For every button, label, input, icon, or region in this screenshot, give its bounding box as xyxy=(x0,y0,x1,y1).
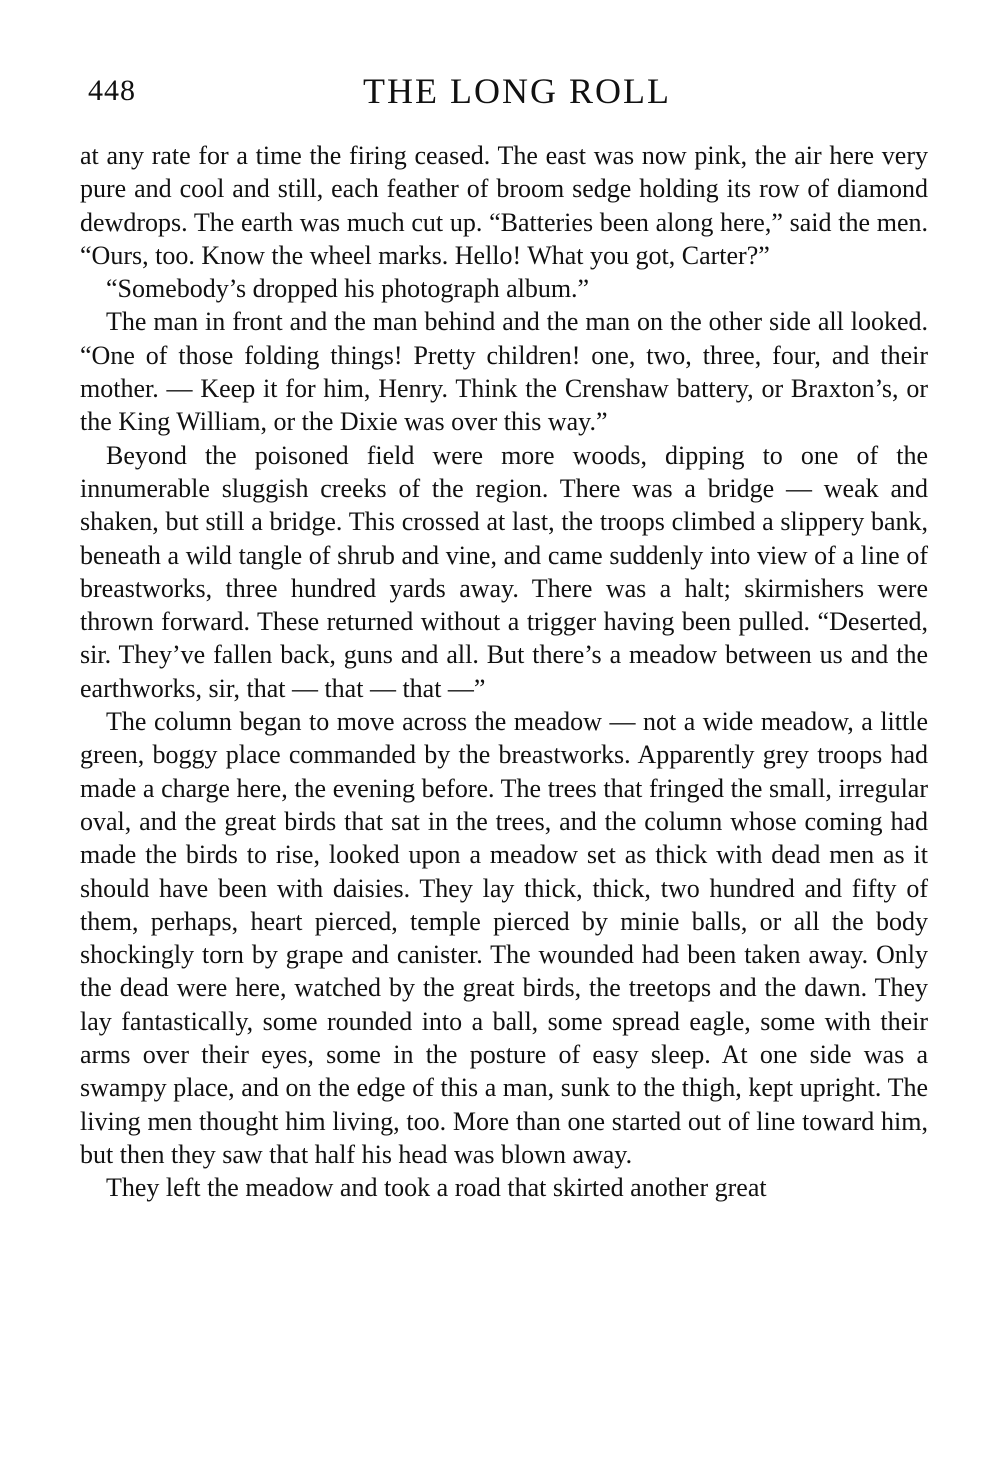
page-number: 448 xyxy=(88,74,136,107)
paragraph: They left the meadow and took a road that skirted another great xyxy=(106,1173,767,1203)
paragraph: at any rate for a time the firing ceased. The east was now pink, the air here very pure and cool and still, each feather of broom sedge holding its row of diamond dewdrops. The earth was much cut up. “Batteries been along here,” said the men. “Ours, too. Know the wheel marks. Hello! What you got, Carter?” xyxy=(80,141,928,270)
paragraph: The man in front and the man behind and the man on the other side all looked. “One of those folding things! Pretty children! one, two, three, four, and their mother. — Keep it for him, Henry. Think the Crenshaw battery, or Braxton’s, or the King William, or the Dixie was over this way.” xyxy=(80,307,928,437)
running-title: THE LONG ROLL xyxy=(363,71,671,111)
paragraph: The column began to move across the meadow — not a wide meadow, a little green, boggy place commanded by the breastworks. Apparently grey troops had made a charge here, the evening before. The trees that fringed the small, irregular oval, and the great birds that sat in the trees, and the column whose coming had made the birds to rise, looked upon a meadow set as thick with dead men as it should have been with daisies. They lay thick, thick, two hundred and fifty of them, perhaps, heart pierced, temple pierced by minie balls, or all the body shockingly torn by grape and canister. The wounded had been taken away. Only the dead were here, watched by the great birds, the treetops and the dawn. They lay fantastically, some rounded into a ball, some spread eagle, some with their arms over their eyes, some in the posture of easy sleep. At one side was a swampy place, and on the edge of this a man, sunk to the thigh, kept upright. The living men thought him living, too. More than one started out of line toward him, but then they saw that half his head was blown away. xyxy=(80,707,928,1169)
paragraph: Beyond the poisoned field were more woods, dipping to one of the innumerable sluggish creeks of the region. There was a bridge — weak and shaken, but still a bridge. This crossed at last, the troops climbed a slippery bank, beneath a wild tangle of shrub and vine, and came suddenly into view of a line of breastworks, three hundred yards away. There was a halt; skirmishers were thrown forward. These returned without a trigger having been pulled. “Deserted, sir. They’ve fallen back, guns and all. But there’s a meadow between us and the earthworks, sir, that — that — that —” xyxy=(80,440,928,703)
running-head xyxy=(80,70,930,116)
body-text xyxy=(80,139,928,1205)
paragraph: “Somebody’s dropped his photograph album.” xyxy=(106,274,590,304)
